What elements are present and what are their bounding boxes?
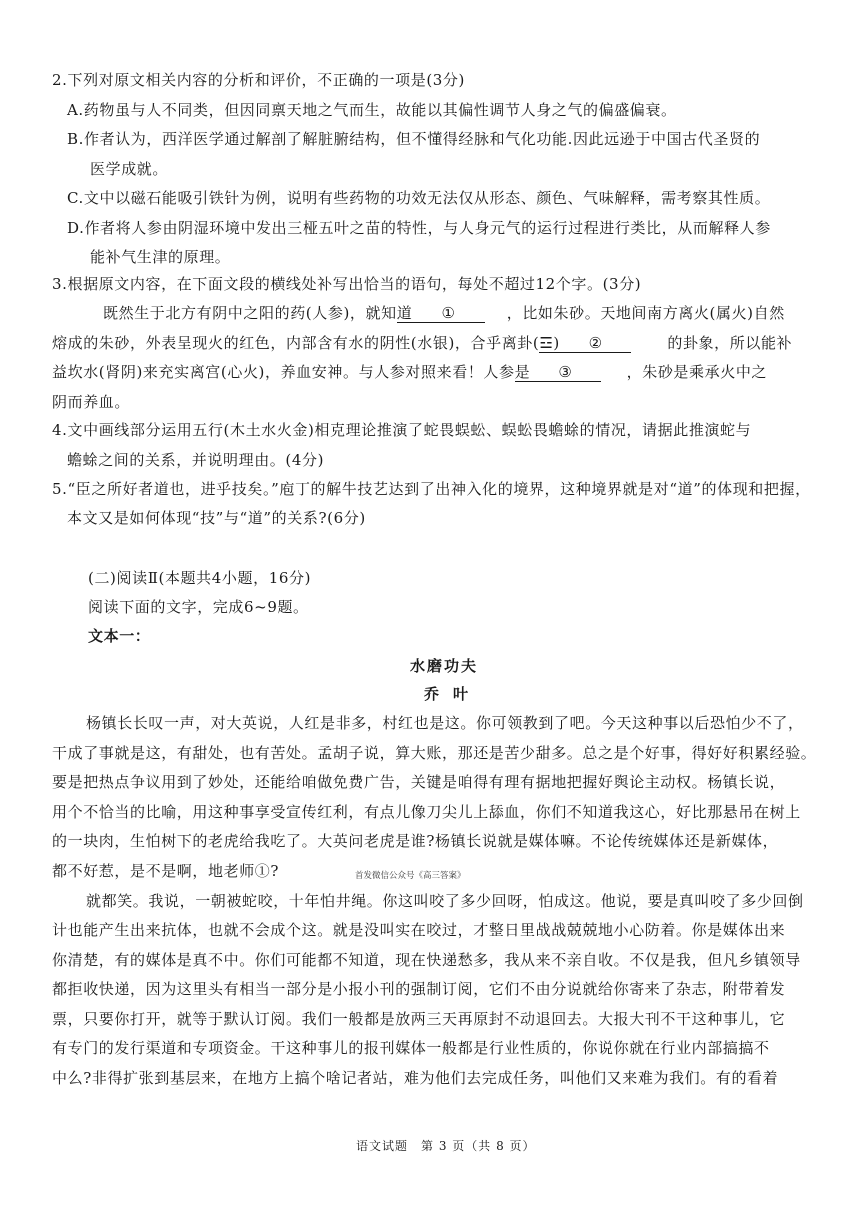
q2-option-a: A.药物虽与人不同类，但因同禀天地之气而生，故能以其偏性调节人身之气的偏盛偏衰。 xyxy=(67,101,677,119)
q3-line-1-pre: 既然生于北方有阴中之阳的药(人参)，就知 xyxy=(103,304,397,322)
story-line: 干成了事就是这，有甜处，也有苦处。孟胡子说，算大账，那还是苦少甜多。总之是个好事，得好好积累经验。 xyxy=(52,744,817,762)
q3-line-1-post: ，比如朱砂。天地间南方离火(属火)自然 xyxy=(506,304,785,322)
q2-option-d: D.作者将人参由阴湿环境中发出三桠五叶之苗的特性，与人身元气的运行过程进行类比，从而解释人参 xyxy=(67,219,771,237)
q2-stem: 2.下列对原文相关内容的分析和评价，不正确的一项是(3分) xyxy=(52,71,465,89)
q2-option-b: B.作者认为，西洋医学通过解剖了解脏腑结构，但不懂得经脉和气化功能.因此远逊于中国古代圣贤的 xyxy=(67,130,761,148)
story-line: 都拒收快递，因为这里头有相当一部分是小报小刊的强制订阅，它们不由分说就给你寄来了杂志，附带着发 xyxy=(52,980,786,998)
story-line: 票，只要你打开，就等于默认订阅。我们一般都是放两三天再原封不动退回去。大报大刊不干这种事儿，它 xyxy=(52,1010,786,1028)
story-line: 杨镇长长叹一声，对大英说，人红是非多，村红也是这。你可领教到了吧。今天这种事以后恐怕少不了， xyxy=(86,714,804,732)
q3-blank-3-lead: 是 xyxy=(514,363,531,381)
story-line: 用个不恰当的比喻，用这种事享受宣传红利，有点儿像刀尖儿上舔血，你们不知道我这心，好比那悬吊在树上 xyxy=(52,803,801,821)
q3-blank-2-number: ② xyxy=(588,334,603,352)
story-author: 乔叶 xyxy=(424,685,483,703)
page-footer: 语文试题 第 3 页（共 8 页） xyxy=(356,1139,536,1153)
q3-line-2-post: 的卦象，所以能补 xyxy=(667,334,793,352)
q3-line-3 xyxy=(52,362,767,382)
watermark-text: 首发微信公众号《高三答案》 xyxy=(355,871,466,881)
story-line: 中么?非得扩张到基层来，在地方上搞个啥记者站，难为他们去完成任务，叫他们又来难为我们。有的看着 xyxy=(52,1069,779,1087)
q3-line-2-pre: 熔成的朱砂，外表呈现火的红色，内部含有水的阴性(水银)，合乎离卦( xyxy=(52,334,540,352)
story-line: 你清楚，有的媒体是真不中。你们可能都不知道，现在快递愁多，我从来不亲自收。不仅是我，但凡乡镇领导 xyxy=(52,951,801,969)
story-line: 有专门的发行渠道和专项资金。干这种事儿的报刊媒体一般都是行业性质的，你说你就在行业内部搞搞不 xyxy=(52,1039,770,1057)
q3-blank-3-number: ③ xyxy=(558,363,573,381)
q3-blank-1 xyxy=(397,304,485,323)
story-line: 的一块肉，生怕树下的老虎给我吃了。大英问老虎是谁?杨镇长说就是媒体嘛。不论传统媒体还是新媒体， xyxy=(52,832,779,850)
q3-blank-2-lead: ☲) xyxy=(539,334,560,352)
q5-line-1: 5.“臣之所好者道也，进乎技矣。”庖丁的解牛技艺达到了出神入化的境界，这种境界就是对“道”的体现和把握， xyxy=(52,480,811,498)
q3-line-3-post: ，朱砂是乘承火中之 xyxy=(626,363,768,381)
q3-line-1 xyxy=(103,303,785,323)
q3-line-2 xyxy=(52,333,792,353)
q3-blank-2 xyxy=(539,334,631,353)
story-line: 要是把热点争议用到了妙处，还能给咱做免费广告，关键是咱得有理有据地把握好舆论主动权。杨镇长说， xyxy=(52,773,786,791)
q4-line-1: 4.文中画线部分运用五行(木土水火金)相克理论推演了蛇畏蜈蚣、蜈蚣畏蟾蜍的情况，请据此推演蛇与 xyxy=(52,421,752,439)
q2-option-c: C.文中以磁石能吸引铁针为例，说明有些药物的功效无法仅从形态、颜色、气味解释，需考察其性质。 xyxy=(67,189,771,207)
q3-stem: 3.根据原文内容，在下面文段的横线处补写出恰当的语句，每处不超过12个字。(3分) xyxy=(52,275,642,293)
story-line: 都不好惹，是不是啊，地老师①? xyxy=(52,862,280,880)
q2-option-d-cont: 能补气生津的原理。 xyxy=(90,248,231,266)
story-title: 水磨功夫 xyxy=(410,657,479,675)
q3-line-3-pre: 益坎水(肾阴)来充实离宫(心火)，养血安神。与人参对照来看！人参 xyxy=(52,363,515,381)
section-2-heading: (二)阅读Ⅱ(本题共4小题，16分) xyxy=(88,569,312,587)
story-line: 就都笑。我说，一朝被蛇咬，十年怕井绳。你这叫咬了多少回呀，怕成这。他说，要是真叫咬了多少回倒 xyxy=(86,892,804,910)
q3-line-4: 阴而养血。 xyxy=(52,393,131,411)
q5-line-2: 本文又是如何体现“技”与“道”的关系?(6分) xyxy=(67,509,366,527)
q3-blank-3 xyxy=(515,363,601,382)
q4-line-2: 蟾蜍之间的关系，并说明理由。(4分) xyxy=(67,451,325,469)
section-2-instruction: 阅读下面的文字，完成6~9题。 xyxy=(88,598,309,616)
text-one-label: 文本一： xyxy=(88,627,151,645)
q3-blank-1-number: ① xyxy=(441,304,456,322)
q3-blank-1-lead: 道 xyxy=(396,304,413,322)
q2-option-b-cont: 医学成就。 xyxy=(90,160,169,178)
story-line: 计也能产生出来抗体，也就不会成个这。就是没叫实在咬过，才整日里战战兢兢地小心防着。你是媒体出来 xyxy=(52,921,786,939)
